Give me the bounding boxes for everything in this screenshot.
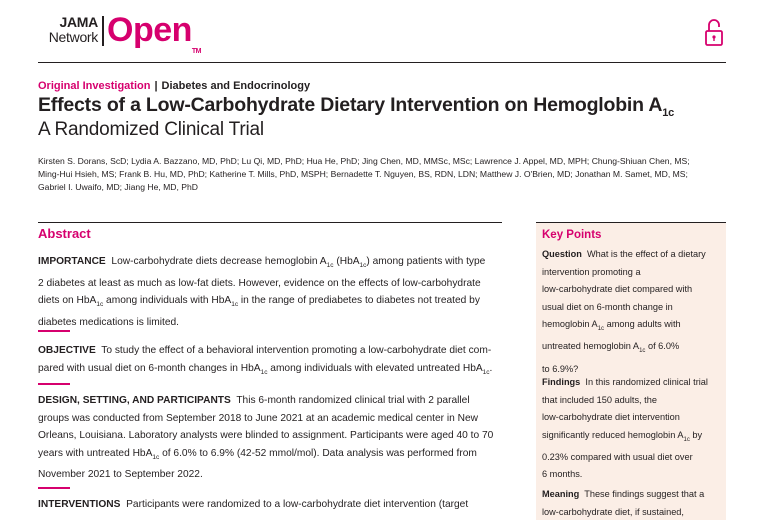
logo-open-text: Open™ <box>107 11 202 55</box>
article-kicker: Original Investigation | Diabetes and Endocrinology <box>38 80 311 92</box>
article-subtitle: A Randomized Clinical Trial <box>38 119 264 140</box>
open-lock-icon[interactable] <box>704 18 724 48</box>
abstract-interventions: INTERVENTIONS Participants were randomized to a low-carbohydrate diet intervention (target <box>38 499 469 510</box>
abstract-heading: Abstract <box>38 226 91 241</box>
section-divider <box>38 330 70 332</box>
article-title: Effects of a Low-Carbohydrate Dietary Intervention on Hemoglobin $A_{1c}$ <box>38 94 675 119</box>
header-rule <box>38 62 726 63</box>
logo-jama-text: JAMA <box>59 14 98 30</box>
abstract-importance: IMPORTANCE Low-carbohydrate diets decrease hemoglobin $A_{1c}$ (HbA$_{1c}$) among patients with type 2 diabetes at least as much as low-fat diets. However, evidence on the effects of low-carbohydrate diets on HbA$_{1c}$ among individuals with HbA$_{1c}$ in the range of prediabetes to diabetes not treated by diabetes medications is limited. <box>38 256 486 328</box>
logo-divider <box>102 16 104 46</box>
key-points-question: Question What is the effect of a dietary intervention promoting a low-carbohydrate diet compared with usual diet on 6-month change in hemoglobin $A_{1c}$ among adults with untreated hemoglobin $A_{1c}$ of 6.0% to 6.9%? <box>542 249 706 374</box>
abstract-rule <box>38 222 502 223</box>
section-divider <box>38 487 70 489</box>
key-points-findings: Findings In this randomized clinical trial that included 150 adults, the low-carbohydrate diet intervention significantly reduced hemoglobin $A_{1c}$ by 0.23% compared with usual diet over 6 months. <box>542 377 708 480</box>
key-points-meaning: Meaning These findings suggest that a low-carbohydrate diet, if sustained, <box>542 489 705 517</box>
abstract-design: DESIGN, SETTING, AND PARTICIPANTS This 6-month randomized clinical trial with 2 parallel groups was conducted from September 2018 to June 2021 at an academic medical center in New Orleans, Louisiana. Laboratory analysts were blinded to assignment. Participants were aged 40 to 70 years with untreated HbA$_{1c}$ of 6.0% to 6.9% (42-52 mmol/mol). Data analysis was performed from November 2021 to September 2022. <box>38 395 494 481</box>
abstract-objective: OBJECTIVE To study the effect of a behavioral intervention promoting a low-carbohydrate diet com- pared with usual diet on 6-month changes in HbA$_{1c}$ among individuals with elevated untreated HbA$_{1c}$. <box>38 345 493 376</box>
key-points-heading: Key Points <box>542 229 602 241</box>
article-type-link[interactable]: Original Investigation <box>38 80 151 92</box>
section-divider <box>38 383 70 385</box>
logo-network-text: Network <box>48 29 98 45</box>
topic-link[interactable]: Diabetes and Endocrinology <box>161 80 311 92</box>
author-list: Kirsten S. Dorans, ScD; Lydia A. Bazzano, MD, PhD; Lu Qi, MD, PhD; Hua He, PhD; Jing Chen, MD, MMSc, MSc; Lawrence J. Appel, MD, MPH; Chung-Shiuan Chen, MS; Ming-Hui Hsieh, MS; Frank B. Hu, MD, PhD; Katherine T. Mills, PhD, MSPH; Bernadette T. Nguyen, BS, RDN, LDN; Matthew J. O'Brien, MD; Jonathan M. Samet, MD, MS; Gabriel I. Uwaifo, MD; Jiang He, MD, PhD <box>38 156 690 193</box>
